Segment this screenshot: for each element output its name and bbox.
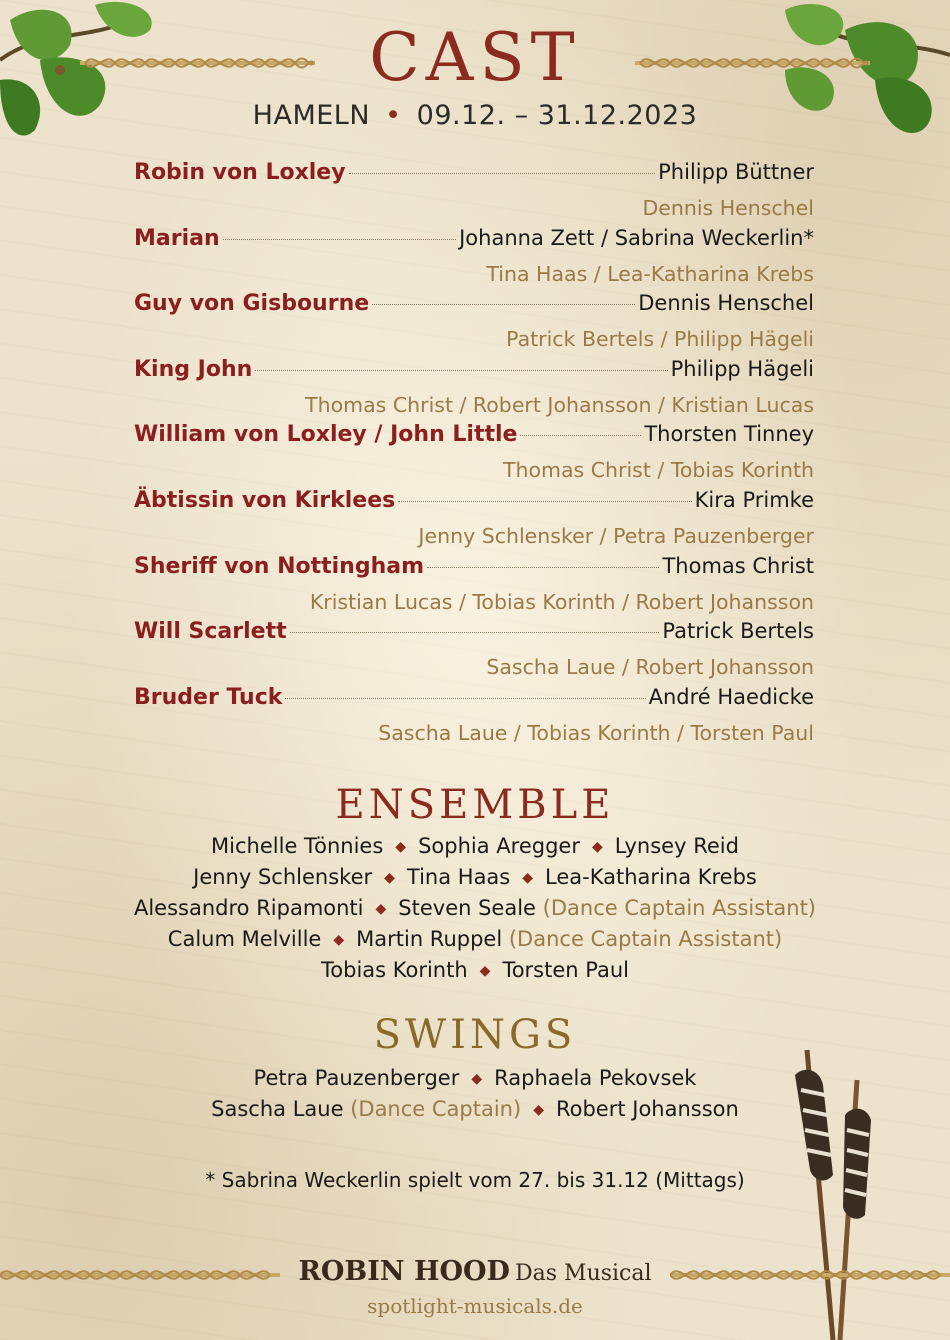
cast-entry xyxy=(134,685,814,751)
cast-entry xyxy=(134,422,814,488)
role-name: Will Scarlett xyxy=(134,619,287,645)
lead-actor: Thomas Christ xyxy=(662,553,814,578)
brand-name: ROBIN HOOD xyxy=(298,1256,510,1287)
lead-actor: Philipp Büttner xyxy=(658,160,814,184)
footer-brand xyxy=(0,1256,950,1287)
member-note: (Dance Captain Assistant) xyxy=(508,927,783,951)
diamond-separator-icon: ◆ xyxy=(522,870,534,886)
lead-actor: Thorsten Tinney xyxy=(644,422,814,447)
member-note: (Dance Captain) xyxy=(350,1097,522,1121)
separator-dot-icon: • xyxy=(385,100,402,131)
page-title: CAST xyxy=(369,19,581,96)
location-dates xyxy=(0,100,950,131)
ensemble-heading: ENSEMBLE xyxy=(335,782,615,828)
alternate-actors: Sascha Laue / Robert Johansson xyxy=(486,655,814,680)
swing-member: Sascha Laue xyxy=(211,1097,344,1121)
lead-actor: André Haedicke xyxy=(648,684,814,709)
ensemble-member: Michelle Tönnies xyxy=(211,834,384,858)
ensemble-member: Tobias Korinth xyxy=(321,958,468,982)
member-note: (Dance Captain Assistant) xyxy=(542,896,816,920)
ensemble-member: Torsten Paul xyxy=(502,958,629,982)
leader-dots xyxy=(372,304,635,305)
role-name: Sheriff von Nottingham xyxy=(134,553,425,579)
cast-entry xyxy=(134,488,814,554)
ensemble-member: Jenny Schlensker xyxy=(193,865,373,889)
lead-actor: Dennis Henschel xyxy=(638,291,814,316)
alternate-actors: Thomas Christ / Tobias Korinth xyxy=(502,458,814,483)
diamond-separator-icon: ◆ xyxy=(533,1102,544,1118)
swing-member: Robert Johansson xyxy=(555,1097,739,1121)
ensemble-member: Calum Melville xyxy=(167,927,322,951)
ensemble-member: Lea-Katharina Krebs xyxy=(545,865,757,889)
ensemble-row xyxy=(0,865,950,889)
alternate-actors: Thomas Christ / Robert Johansson / Kristian Lucas xyxy=(305,392,814,417)
diamond-separator-icon: ◆ xyxy=(333,932,345,948)
lead-actor: Kira Primke xyxy=(694,487,814,512)
dates: 09.12. – 31.12.2023 xyxy=(416,100,698,131)
role-name: Guy von Gisbourne xyxy=(134,291,370,317)
footnote: * Sabrina Weckerlin spielt vom 27. bis 31.12 (Mittags) xyxy=(205,1168,745,1192)
location: HAMELN xyxy=(252,100,371,131)
footer-url: spotlight-musicals.de xyxy=(367,1294,583,1318)
ensemble-member: Sophia Aregger xyxy=(418,834,580,858)
leader-dots xyxy=(349,173,656,174)
role-name: Bruder Tuck xyxy=(134,684,283,710)
cast-entry xyxy=(134,226,814,292)
role-name: William von Loxley / John Little xyxy=(134,422,518,448)
role-name: King John xyxy=(134,356,253,382)
swings-heading: SWINGS xyxy=(373,1012,577,1058)
diamond-separator-icon: ◆ xyxy=(471,1071,483,1087)
diamond-separator-icon: ◆ xyxy=(375,901,387,917)
leader-dots xyxy=(398,501,691,502)
alternate-actors: Patrick Bertels / Philipp Hägeli xyxy=(506,327,814,352)
alternate-actors: Jenny Schlensker / Petra Pauzenberger xyxy=(418,523,814,548)
diamond-separator-icon: ◆ xyxy=(479,963,491,979)
leader-dots xyxy=(520,435,641,436)
cast-list xyxy=(134,160,814,750)
swing-member: Petra Pauzenberger xyxy=(253,1066,460,1090)
ensemble-row xyxy=(0,834,950,858)
cast-entry xyxy=(134,554,814,620)
diamond-separator-icon: ◆ xyxy=(384,870,395,886)
brand-subtitle: Das Musical xyxy=(515,1261,652,1286)
leader-dots xyxy=(223,239,456,240)
role-name: Marian xyxy=(134,225,220,251)
cast-entry xyxy=(134,357,814,423)
role-name: Robin von Loxley xyxy=(134,160,346,185)
diamond-separator-icon: ◆ xyxy=(591,839,603,855)
leader-dots xyxy=(255,370,667,371)
ensemble-row xyxy=(0,958,950,982)
cast-entry xyxy=(134,291,814,357)
ensemble-member: Martin Ruppel xyxy=(356,927,503,951)
ensemble-member: Steven Seale xyxy=(398,896,536,920)
alternate-actors: Dennis Henschel xyxy=(642,196,814,220)
leader-dots xyxy=(285,698,645,699)
leader-dots xyxy=(290,632,660,633)
swing-member: Raphaela Pekovsek xyxy=(494,1066,697,1090)
diamond-separator-icon: ◆ xyxy=(395,839,407,855)
lead-actor: Patrick Bertels xyxy=(662,619,814,644)
ensemble-row xyxy=(0,927,950,951)
ensemble-row xyxy=(0,896,950,920)
alternate-actors: Kristian Lucas / Tobias Korinth / Robert Johansson xyxy=(309,589,814,614)
lead-actor: Philipp Hägeli xyxy=(670,356,814,381)
cast-entry xyxy=(134,619,814,685)
ensemble-member: Tina Haas xyxy=(406,865,511,889)
alternate-actors: Sascha Laue / Tobias Korinth / Torsten Paul xyxy=(378,720,814,745)
role-name: Äbtissin von Kirklees xyxy=(134,487,396,513)
ensemble-member: Alessandro Ripamonti xyxy=(133,896,364,920)
alternate-actors: Tina Haas / Lea-Katharina Krebs xyxy=(486,261,814,286)
cast-entry xyxy=(134,160,814,226)
ensemble-member: Lynsey Reid xyxy=(614,834,739,858)
lead-actor: Johanna Zett / Sabrina Weckerlin* xyxy=(459,225,814,250)
leader-dots xyxy=(427,567,659,568)
